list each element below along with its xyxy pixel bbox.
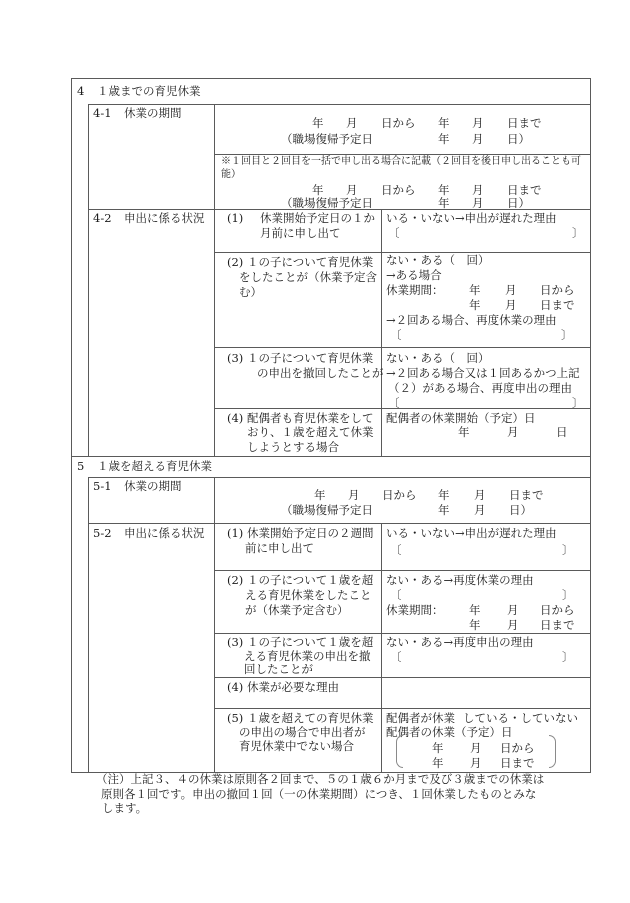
return-date-label: （職場復帰予定日 — [281, 132, 373, 146]
year-to: 年 — [438, 116, 450, 130]
year-from: 年 — [312, 183, 324, 197]
reason-bracket-close: 〕 — [562, 588, 574, 602]
row-label: 休業の期間 — [124, 106, 182, 120]
return-month: 月 — [472, 132, 484, 146]
answer-options: いる・いない→申出が遅れた理由 — [386, 211, 557, 225]
item-question: (4) 配偶者も育児休業をして — [227, 411, 374, 425]
day-to: 日まで — [540, 298, 575, 312]
row-number: 5-2 — [93, 526, 112, 540]
answer-options: ない・ある→再度休業の理由 — [386, 573, 534, 587]
footnote-line: します。 — [102, 801, 148, 815]
item-question: (3) １の子について１歳を超 — [227, 635, 374, 649]
day-from: 日から — [382, 488, 417, 502]
table-border-left — [71, 78, 72, 773]
period-label: 休業期間： — [386, 603, 444, 617]
answer-options: ない・ある（ 回） — [386, 351, 490, 365]
item-question-cont: 月前に申し出て — [260, 226, 341, 240]
reason-bracket-open: 〔 — [390, 588, 402, 602]
left-parenthesis-icon — [396, 735, 403, 768]
reason-bracket-open: 〔 — [390, 650, 402, 664]
section-number: 5 — [77, 459, 85, 473]
divider — [214, 104, 215, 456]
day-from: 日から — [500, 741, 535, 755]
return-date-label: （職場復帰予定日 — [281, 503, 373, 517]
divider — [214, 347, 590, 348]
item-question: (2) １の子について育児休業 — [227, 255, 374, 269]
answer-options: ない・ある→再度申出の理由 — [386, 635, 534, 649]
month-from: 月 — [346, 116, 358, 130]
answer-line: →２回ある場合、再度休業の理由 — [386, 313, 557, 327]
item-question-cont: える育児休業の申出を撤 — [244, 649, 371, 663]
answer-options: ない・ある（ 回） — [386, 253, 490, 267]
month-from: 月 — [348, 488, 360, 502]
divider — [214, 633, 590, 634]
period-label: 休業期間： — [386, 283, 444, 297]
return-day: 日） — [507, 132, 530, 146]
month-to: 月 — [505, 298, 517, 312]
footnote-line: 原則各１回です。申出の撤回１回（一の休業期間）につき、１回休業したものとみな — [101, 787, 537, 801]
return-month: 月 — [472, 196, 484, 210]
day-from: 日から — [540, 603, 575, 617]
spouse-leave-date-label: 配偶者の休業（予定）日 — [386, 725, 513, 739]
year-from: 年 — [469, 603, 481, 617]
divider — [214, 408, 590, 409]
year-to: 年 — [469, 298, 481, 312]
year-to: 年 — [438, 183, 450, 197]
year-to: 年 — [432, 756, 444, 770]
year-from: 年 — [314, 488, 326, 502]
right-parenthesis-icon — [549, 735, 556, 768]
reason-bracket-close: 〕 — [562, 543, 574, 557]
day-to: 日まで — [500, 756, 535, 770]
item-question-cont: 回したことが — [244, 662, 313, 676]
month-to: 月 — [470, 756, 482, 770]
day-to: 日まで — [540, 618, 575, 632]
reason-bracket-open: 〔 — [390, 543, 402, 557]
item-question: 休業開始予定日の１か — [260, 211, 375, 225]
divider — [88, 477, 590, 478]
item-question-cont: 育児休業中でない場合 — [239, 739, 354, 753]
divider — [381, 523, 382, 772]
answer-options: いる・いない→申出が遅れた理由 — [386, 526, 557, 540]
divider — [71, 456, 591, 457]
reason-bracket-open: 〔 — [390, 328, 402, 342]
year-to: 年 — [438, 488, 450, 502]
return-year: 年 — [438, 503, 450, 517]
divider — [88, 477, 89, 772]
item-number: (1) — [227, 211, 244, 225]
spouse-month: 月 — [507, 425, 519, 439]
return-year: 年 — [438, 196, 450, 210]
day-to: 日まで — [507, 183, 542, 197]
item-question: (2) １の子について１歳を超 — [227, 573, 374, 587]
row-label: 申出に係る状況 — [124, 211, 205, 225]
item-question-cont: おり、１歳を超えて休業 — [247, 425, 374, 439]
day-from: 日から — [381, 183, 416, 197]
answer-line: →ある場合 — [386, 268, 442, 282]
month-to: 月 — [472, 116, 484, 130]
reason-bracket-close: 〕 — [572, 226, 584, 240]
reason-bracket-open: 〔 — [388, 396, 400, 410]
footnote-line: （注）上記３、４の休業は原則各２回まで、５の１歳６か月まで及び３歳までの休業は — [96, 772, 545, 786]
divider — [88, 523, 590, 524]
month-to: 月 — [472, 183, 484, 197]
month-from: 月 — [346, 183, 358, 197]
row-label: 申出に係る状況 — [124, 526, 205, 540]
return-day: 日） — [509, 503, 532, 517]
item-question: (4) 休業が必要な理由 — [227, 680, 339, 694]
spouse-leave-start-label: 配偶者の休業開始（予定）日 — [386, 411, 536, 425]
month-from: 月 — [507, 603, 519, 617]
item-question-cont: をしたことが（休業予定含 — [239, 270, 377, 284]
split-leave-note: ※１回目と２回目を一括で申し出る場合に記載（２回目を後日申し出ることも可 — [221, 156, 581, 167]
section-title: １歳を超える育児休業 — [97, 459, 212, 473]
section-number: 4 — [77, 84, 85, 98]
item-question-cont: える育児休業をしたこと — [245, 588, 372, 602]
item-question-cont: 前に申し出て — [245, 541, 314, 555]
leave-reason-field — [382, 678, 590, 708]
reason-bracket-close: 〕 — [561, 328, 573, 342]
item-question-cont: の申出の場合で申出者が — [239, 725, 366, 739]
table-border-top — [71, 78, 591, 79]
item-question: (3) １の子について育児休業 — [227, 351, 374, 365]
spouse-on-leave-options: している・していない — [463, 711, 578, 725]
divider — [214, 708, 590, 709]
day-to: 日まで — [509, 488, 544, 502]
answer-line: →２回ある場合又は１回あるかつ上記 — [386, 366, 580, 380]
item-question-cont: が（休業予定含む） — [245, 603, 349, 617]
day-from: 日から — [540, 283, 575, 297]
item-question-cont: しようとする場合 — [247, 440, 339, 454]
split-leave-note-cont: 能） — [221, 169, 241, 180]
row-number: 4-1 — [93, 106, 112, 120]
divider — [214, 477, 215, 772]
return-day: 日） — [507, 196, 530, 210]
reason-bracket-close: 〕 — [572, 396, 584, 410]
month-from: 月 — [470, 741, 482, 755]
day-from: 日から — [381, 116, 416, 130]
day-to: 日まで — [507, 116, 542, 130]
row-number: 5-1 — [93, 479, 112, 493]
month-from: 月 — [505, 283, 517, 297]
return-month: 月 — [474, 503, 486, 517]
divider — [88, 104, 89, 456]
item-question-cont: の申出を撤回したことが — [257, 366, 384, 380]
spouse-on-leave-label: 配偶者が休業 — [386, 711, 455, 725]
reason-bracket-open: 〔 — [388, 226, 400, 240]
spouse-day: 日 — [556, 425, 568, 439]
year-from: 年 — [432, 741, 444, 755]
item-question: (5) １歳を超えての育児休業 — [227, 711, 374, 725]
reason-bracket-close: 〕 — [562, 650, 574, 664]
return-date-label: （職場復帰予定日 — [281, 196, 373, 210]
divider — [381, 209, 382, 456]
month-to: 月 — [474, 488, 486, 502]
answer-line: （２）がある場合、再度申出の理由 — [388, 381, 572, 395]
year-to: 年 — [469, 618, 481, 632]
row-number: 4-2 — [93, 211, 112, 225]
divider — [214, 570, 590, 571]
year-from: 年 — [469, 283, 481, 297]
spouse-year: 年 — [458, 425, 470, 439]
item-question-cont: む） — [239, 285, 262, 299]
year-from: 年 — [312, 116, 324, 130]
return-year: 年 — [438, 132, 450, 146]
month-to: 月 — [507, 618, 519, 632]
item-question: (1) 休業開始予定日の２週間 — [227, 526, 374, 540]
section-title: １歳までの育児休業 — [97, 84, 201, 98]
divider — [88, 104, 590, 105]
row-label: 休業の期間 — [124, 479, 182, 493]
table-border-right — [590, 78, 591, 773]
